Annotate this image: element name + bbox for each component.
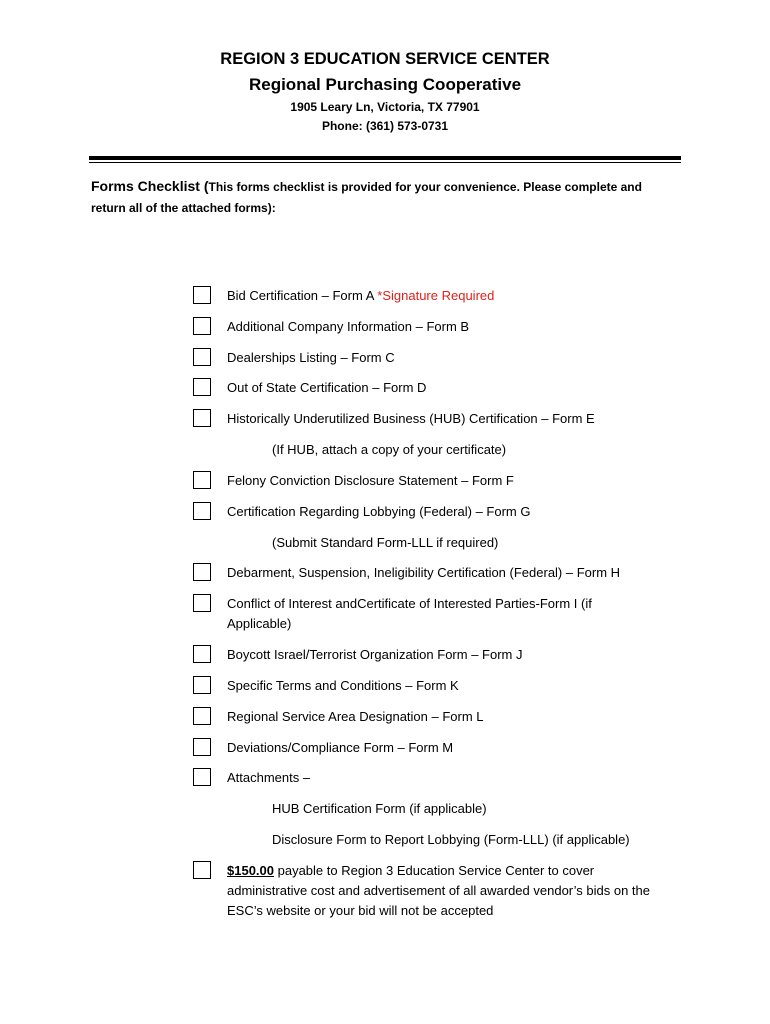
header-divider-thin xyxy=(89,162,681,163)
fee-description: payable to Region 3 Education Service Center to cover administrative cost and advertisement of all awarded vendor’s bids on the ESC’s website or your bid will not be accepted xyxy=(227,863,650,918)
form-h-label: Debarment, Suspension, Ineligibility Certification (Federal) – Form H xyxy=(227,565,621,580)
checkbox-form-c[interactable] xyxy=(193,348,211,366)
form-c-label: Dealerships Listing – Form C xyxy=(227,350,395,365)
cooperative-name: Regional Purchasing Cooperative xyxy=(248,75,522,94)
form-b-label: Additional Company Information – Form B xyxy=(227,319,470,334)
address: 1905 Leary Ln, Victoria, TX 77901 xyxy=(290,100,480,114)
checkbox-form-k[interactable] xyxy=(193,676,211,694)
checkbox-form-j[interactable] xyxy=(193,645,211,663)
form-g-note: (Submit Standard Form-LLL if required) xyxy=(272,535,499,550)
checkbox-form-g[interactable] xyxy=(193,502,211,520)
checkbox-form-h[interactable] xyxy=(193,563,211,581)
fee-amount: $150.00 xyxy=(227,863,274,878)
phone-number: Phone: (361) 573-0731 xyxy=(321,119,449,133)
form-g-label: Certification Regarding Lobbying (Federal) – Form G xyxy=(227,504,531,519)
form-d-label: Out of State Certification – Form D xyxy=(227,380,427,395)
checklist-item-label xyxy=(227,286,667,306)
checkbox-form-m[interactable] xyxy=(193,738,211,756)
checkbox-form-l[interactable] xyxy=(193,707,211,725)
form-e-label: Historically Underutilized Business (HUB) Certification – Form E xyxy=(227,411,595,426)
form-j-label: Boycott Israel/Terrorist Organization Form – Form J xyxy=(227,647,523,662)
attachment-lobbying-form: Disclosure Form to Report Lobbying (Form-LLL) (if applicable) xyxy=(272,832,630,847)
checklist-intro xyxy=(91,176,671,219)
checkbox-form-f[interactable] xyxy=(193,471,211,489)
checkbox-form-b[interactable] xyxy=(193,317,211,335)
form-m-label: Deviations/Compliance Form – Form M xyxy=(227,740,454,755)
form-i-label: Conflict of Interest andCertificate of Interested Parties-Form I (if Applicable) xyxy=(227,596,592,631)
organization-name: REGION 3 EDUCATION SERVICE CENTER xyxy=(220,50,550,68)
form-f-label: Felony Conviction Disclosure Statement – Form F xyxy=(227,473,514,488)
form-l-label: Regional Service Area Designation – Form L xyxy=(227,709,484,724)
checkbox-form-i[interactable] xyxy=(193,594,211,612)
checkbox-fee[interactable] xyxy=(193,861,211,879)
attachments-label: Attachments – xyxy=(227,770,311,785)
checklist-instructions: This forms checklist is provided for your convenience. Please complete and return all of the attached forms): xyxy=(91,180,642,215)
checkbox-form-e[interactable] xyxy=(193,409,211,427)
checkbox-attachments[interactable] xyxy=(193,768,211,786)
checklist-title: Forms Checklist ( xyxy=(91,178,209,194)
header-divider-thick xyxy=(89,156,681,160)
checkbox-form-d[interactable] xyxy=(193,378,211,396)
signature-required-note: *Signature Required xyxy=(377,288,495,303)
form-a-label: Bid Certification – Form A xyxy=(227,288,378,303)
form-k-label: Specific Terms and Conditions – Form K xyxy=(227,678,459,693)
checkbox-form-a[interactable] xyxy=(193,286,211,304)
form-e-note: (If HUB, attach a copy of your certificate) xyxy=(272,442,507,457)
attachment-hub-form: HUB Certification Form (if applicable) xyxy=(272,801,487,816)
fee-text xyxy=(227,861,672,921)
